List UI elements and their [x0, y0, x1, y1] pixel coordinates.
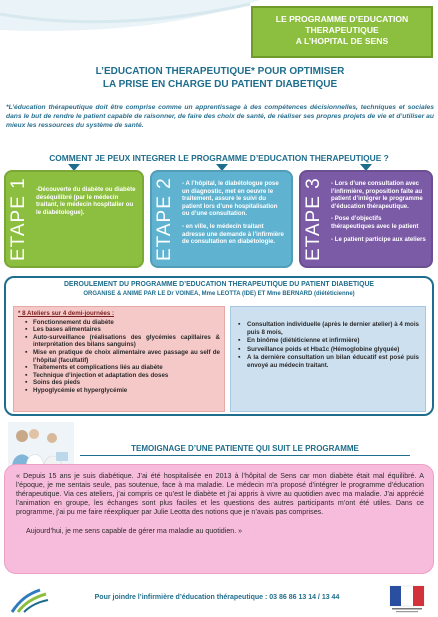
- testimony-title-underline: [80, 455, 410, 456]
- consultations-list: [237, 321, 419, 370]
- step-3-paragraph: - Le patient participe aux ateliers: [331, 235, 426, 243]
- testimony-paragraph: « Depuis 15 ans je suis diabétique. J’ai été hospitalisée en 2013 à l’hôpital de Sens car mon diabète était mal équilibré. A l’époque, je me sentais seule, pas soutenue, face à ma maladie. Le médecin m’a proposé d’intégrer le programme d’éducation thérapeutique. Via ces ateliers, j’ai compris ce qu’est le diabète et j’ai appris à vivre au quotidien avec ma maladie. J’ai apprécié l’animation en groupe, les échanges sont plus faciles et les questions des autres participants m’ont été utiles. Dans ce programme, j’ai pu me faire réexpliquer par Julie Leotta des notions que je n’avais pas comprises.: [16, 472, 424, 516]
- step-2-card: [150, 170, 293, 268]
- step-1-card: [4, 170, 144, 268]
- consultation-item: ▪ Surveillance poids et Hba1c (Hémoglobine glyquée): [237, 346, 419, 354]
- doctor-patient-photo: [8, 422, 74, 468]
- contact-phone-text: Pour joindre l’infirmière d’éducation thérapeutique : 03 86 86 13 14 / 13 44: [94, 594, 340, 601]
- hospital-logo: [10, 586, 50, 614]
- header-line-1: LE PROGRAMME D’EDUCATION: [275, 14, 409, 24]
- step-2-text: [182, 180, 286, 251]
- atelier-item: ▪ Traitements et complications liés au diabète: [27, 364, 220, 372]
- step-2-paragraph: - en ville, le médecin traitant adresse une demande à l’infirmière de consultation en diabétologie.: [182, 222, 284, 246]
- testimony-title: TEMOIGNAGE D’UNE PATIENTE QUI SUIT LE PROGRAMME: [131, 444, 359, 453]
- step-2-label: ETAPE 2: [154, 177, 175, 261]
- atelier-item: ▪ Hypoglycémie et hyperglycémie: [27, 387, 220, 395]
- step-3-label: ETAPE 3: [303, 177, 324, 261]
- program-title: DEROULEMENT DU PROGRAMME D’EDUCATION THERAPEUTIQUE DU PATIENT DIABETIQUE: [63, 281, 375, 288]
- atelier-item: ▪ Les bases alimentaires: [27, 326, 220, 334]
- main-title-line-1: L’EDUCATION THERAPEUTIQUE* POUR OPTIMISER: [95, 66, 345, 77]
- header-line-3: A L’HOPITAL DE SENS: [295, 36, 389, 46]
- testimony-box: [4, 464, 434, 574]
- republic-flag-logo: [384, 584, 430, 614]
- consultation-item: ▪ A la dernière consultation un bilan éducatif est posé puis envoyé au médecin traitant.: [237, 354, 419, 369]
- atelier-item: ▪ Auto-surveillance (réalisations des glycémies capillaires & interprétation des bilans sanguins): [27, 334, 220, 349]
- step-2-paragraph: - A l’hôpital, le diabétologue pose un diagnostic, met en oeuvre le traitement, assure le suivi du patient lors d’une hospitalisation ou d’une consultation.: [182, 180, 279, 218]
- atelier-item: ▪ Mise en pratique de choix alimentaire avec passage au self de l’hôpital (facultatif): [27, 349, 220, 364]
- step-1-paragraph: -Découverte du diabète ou diabète déséquilibré (par le médecin traitant, le médecin hospitalier ou le diabétologue).: [36, 186, 136, 216]
- step-3-paragraph: - Pose d’objectifs thérapeutiques avec le patient: [331, 215, 419, 230]
- integration-question: COMMENT JE PEUX INTEGRER LE PROGRAMME D’EDUCATION THERAPEUTIQUE ?: [49, 153, 389, 163]
- program-details-box: [4, 276, 434, 416]
- atelier-item: ▪ Technique d’injection et adaptation des doses: [27, 372, 220, 380]
- consultation-item: ▪ En binôme (diététicienne et infirmière): [237, 337, 419, 345]
- atelier-item: ▪ Fonctionnement du diabète: [27, 319, 220, 327]
- ateliers-list: [27, 319, 220, 395]
- ateliers-panel: [13, 306, 225, 412]
- main-title: [30, 65, 410, 91]
- main-title-line-2: LA PRISE EN CHARGE DU PATIENT DIABETIQUE: [102, 79, 338, 90]
- header-line-2: THERAPEUTIQUE: [305, 25, 379, 35]
- program-header-box: [251, 6, 433, 58]
- step-3-text: [331, 180, 426, 248]
- step-3-paragraph: - Lors d’une consultation avec l’infirmière, proposition faite au patient d’intégrer le programme d’éducation thérapeutique.: [331, 180, 423, 210]
- intro-definition: *L’éducation thérapeutique doit être comprise comme un apprentissage à des compétences décisionnelles, techniques et sociales dans le but de rendre le patient capable de raisonner, de faire des choix de santé, de réaliser ses propres projets de vie et d’utiliser au mieux les ressources du système de santé.: [6, 104, 434, 129]
- testimony-paragraph: Aujourd’hui, je me sens capable de gérer ma maladie au quotidien. »: [26, 527, 243, 535]
- atelier-item: ▪ Soins des pieds: [27, 379, 220, 387]
- decorative-swoosh: [0, 0, 260, 60]
- step-1-label: ETAPE 1: [8, 177, 29, 261]
- step-1-text: [36, 180, 137, 221]
- consultations-panel: [230, 306, 426, 412]
- ateliers-heading: * 8 Ateliers sur 4 demi-journées :: [18, 310, 115, 317]
- step-3-card: [299, 170, 433, 268]
- consultation-item: ▪ Consultation individuelle (après le dernier atelier) à 4 mois puis 8 mois,: [237, 321, 419, 336]
- program-subtitle: ORGANISE & ANIME PAR LE Dr VOINEA, Mme LEOTTA (IDE) ET Mme BERNARD (diététicienne): [83, 291, 355, 297]
